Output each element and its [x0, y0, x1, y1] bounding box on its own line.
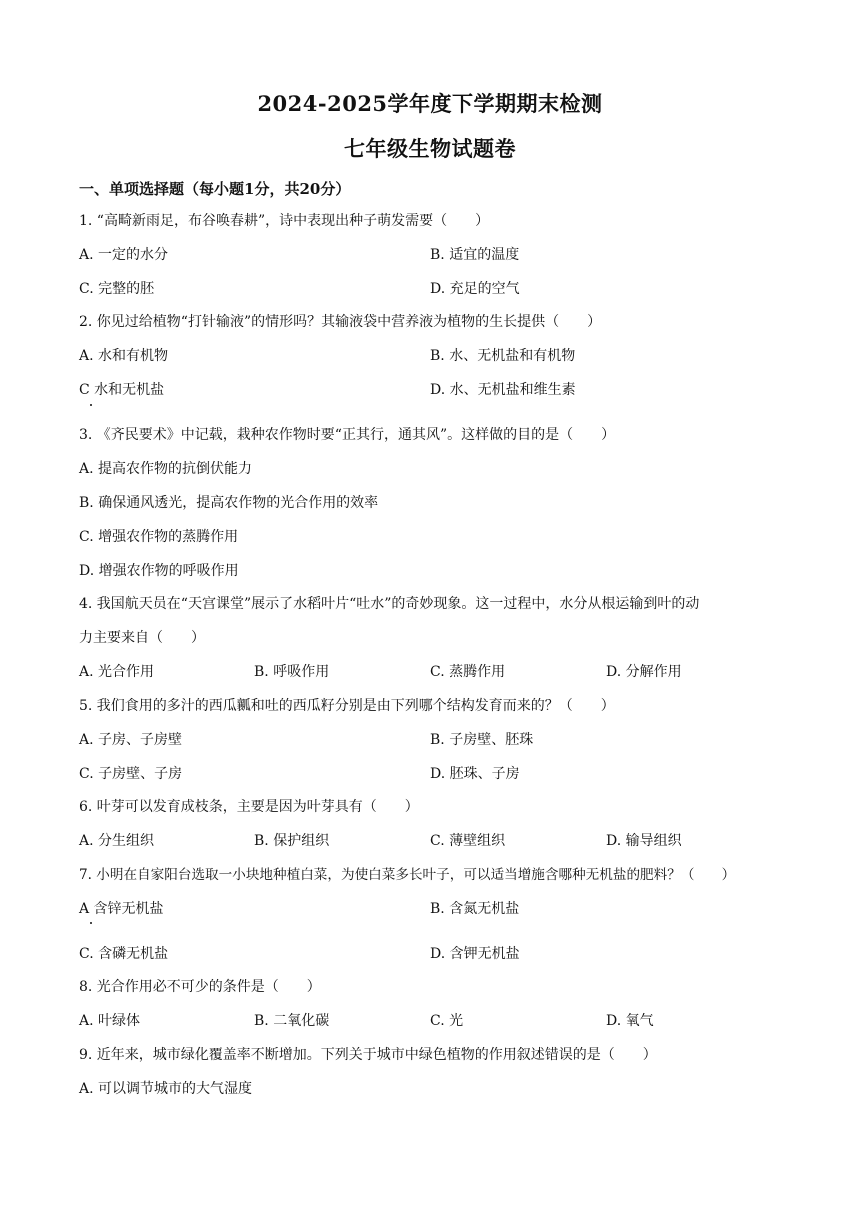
question-5-option-a: A. 子房、子房壁 — [79, 732, 183, 748]
question-9-stem: 9. 近年来，城市绿化覆盖率不断增加。下列关于城市中绿色植物的作用叙述错误的是（ ） — [79, 1047, 657, 1063]
stray-dot — [90, 922, 92, 924]
question-1-option-a: A. 一定的水分 — [79, 247, 169, 263]
question-6-option-b: B. 保护组织 — [254, 833, 330, 849]
exam-subtitle: 七年级生物试题卷 — [344, 136, 516, 161]
question-1-option-c: C. 完整的胚 — [79, 281, 155, 297]
question-4-option-a: A. 光合作用 — [79, 664, 155, 680]
question-6-option-d: D. 输导组织 — [606, 833, 682, 849]
question-4-option-d: D. 分解作用 — [606, 664, 682, 680]
question-2-option-c: C 水和无机盐 — [79, 382, 165, 398]
question-8-option-a: A. 叶绿体 — [79, 1013, 141, 1029]
question-6-stem: 6. 叶芽可以发育成枝条，主要是因为叶芽具有（ ） — [79, 799, 419, 815]
question-4-option-b: B. 呼吸作用 — [254, 664, 330, 680]
question-5-option-b: B. 子房壁、胚珠 — [430, 732, 534, 748]
question-8-stem: 8. 光合作用必不可少的条件是（ ） — [79, 979, 321, 995]
question-9-option-a: A. 可以调节城市的大气湿度 — [79, 1081, 253, 1097]
question-8-option-c: C. 光 — [430, 1013, 464, 1029]
question-3-stem: 3. 《齐民要术》中记载，栽种农作物时要“正其行，通其风”。这样做的目的是（ ） — [79, 427, 616, 443]
question-7-option-c: C. 含磷无机盐 — [79, 946, 169, 962]
question-1-option-b: B. 适宜的温度 — [430, 247, 520, 263]
exam-title: 2024-2025学年度下学期期末检测 — [257, 91, 603, 116]
question-7-option-b: B. 含氮无机盐 — [430, 901, 520, 917]
question-4-stem: 4. 我国航天员在“天宫课堂”展示了水稻叶片“吐水”的奇妙现象。这一过程中，水分从根运输到叶的动 — [79, 596, 700, 612]
question-5-option-d: D. 胚珠、子房 — [430, 766, 520, 782]
question-7-stem: 7. 小明在自家阳台选取一小块地种植白菜，为使白菜多长叶子，可以适当增施含哪种无机盐的肥料？（ ） — [79, 867, 736, 883]
question-6-option-a: A. 分生组织 — [79, 833, 155, 849]
question-2-option-b: B. 水、无机盐和有机物 — [430, 348, 576, 364]
question-2-stem: 2. 你见过给植物“打针输液”的情形吗？其输液袋中营养液为植物的生长提供（ ） — [79, 314, 602, 330]
question-3-option-c: C. 增强农作物的蒸腾作用 — [79, 529, 239, 545]
question-8-option-d: D. 氧气 — [606, 1013, 654, 1029]
section-heading: 一、单项选择题（每小题1分，共20分） — [79, 180, 351, 198]
question-2-option-a: A. 水和有机物 — [79, 348, 169, 364]
question-6-option-c: C. 薄壁组织 — [430, 833, 506, 849]
question-3-option-d: D. 增强农作物的呼吸作用 — [79, 563, 239, 579]
question-2-option-d: D. 水、无机盐和维生素 — [430, 382, 576, 398]
stray-dot — [90, 404, 92, 406]
question-3-option-a: A. 提高农作物的抗倒伏能力 — [79, 461, 253, 477]
question-1-option-d: D. 充足的空气 — [430, 281, 520, 297]
question-7-option-a: A 含锌无机盐 — [79, 901, 164, 917]
question-4-option-c: C. 蒸腾作用 — [430, 664, 506, 680]
question-5-stem: 5. 我们食用的多汁的西瓜瓤和吐的西瓜籽分别是由下列哪个结构发育而来的？（ ） — [79, 698, 615, 714]
question-7-option-d: D. 含钾无机盐 — [430, 946, 520, 962]
question-1-stem: 1. “高畸新雨足，布谷唤春耕”，诗中表现出种子萌发需要（ ） — [79, 213, 490, 229]
question-5-option-c: C. 子房壁、子房 — [79, 766, 183, 782]
question-8-option-b: B. 二氧化碳 — [254, 1013, 330, 1029]
question-4-stem-continued: 力主要来自（ ） — [79, 630, 205, 646]
question-3-option-b: B. 确保通风透光，提高农作物的光合作用的效率 — [79, 495, 379, 511]
